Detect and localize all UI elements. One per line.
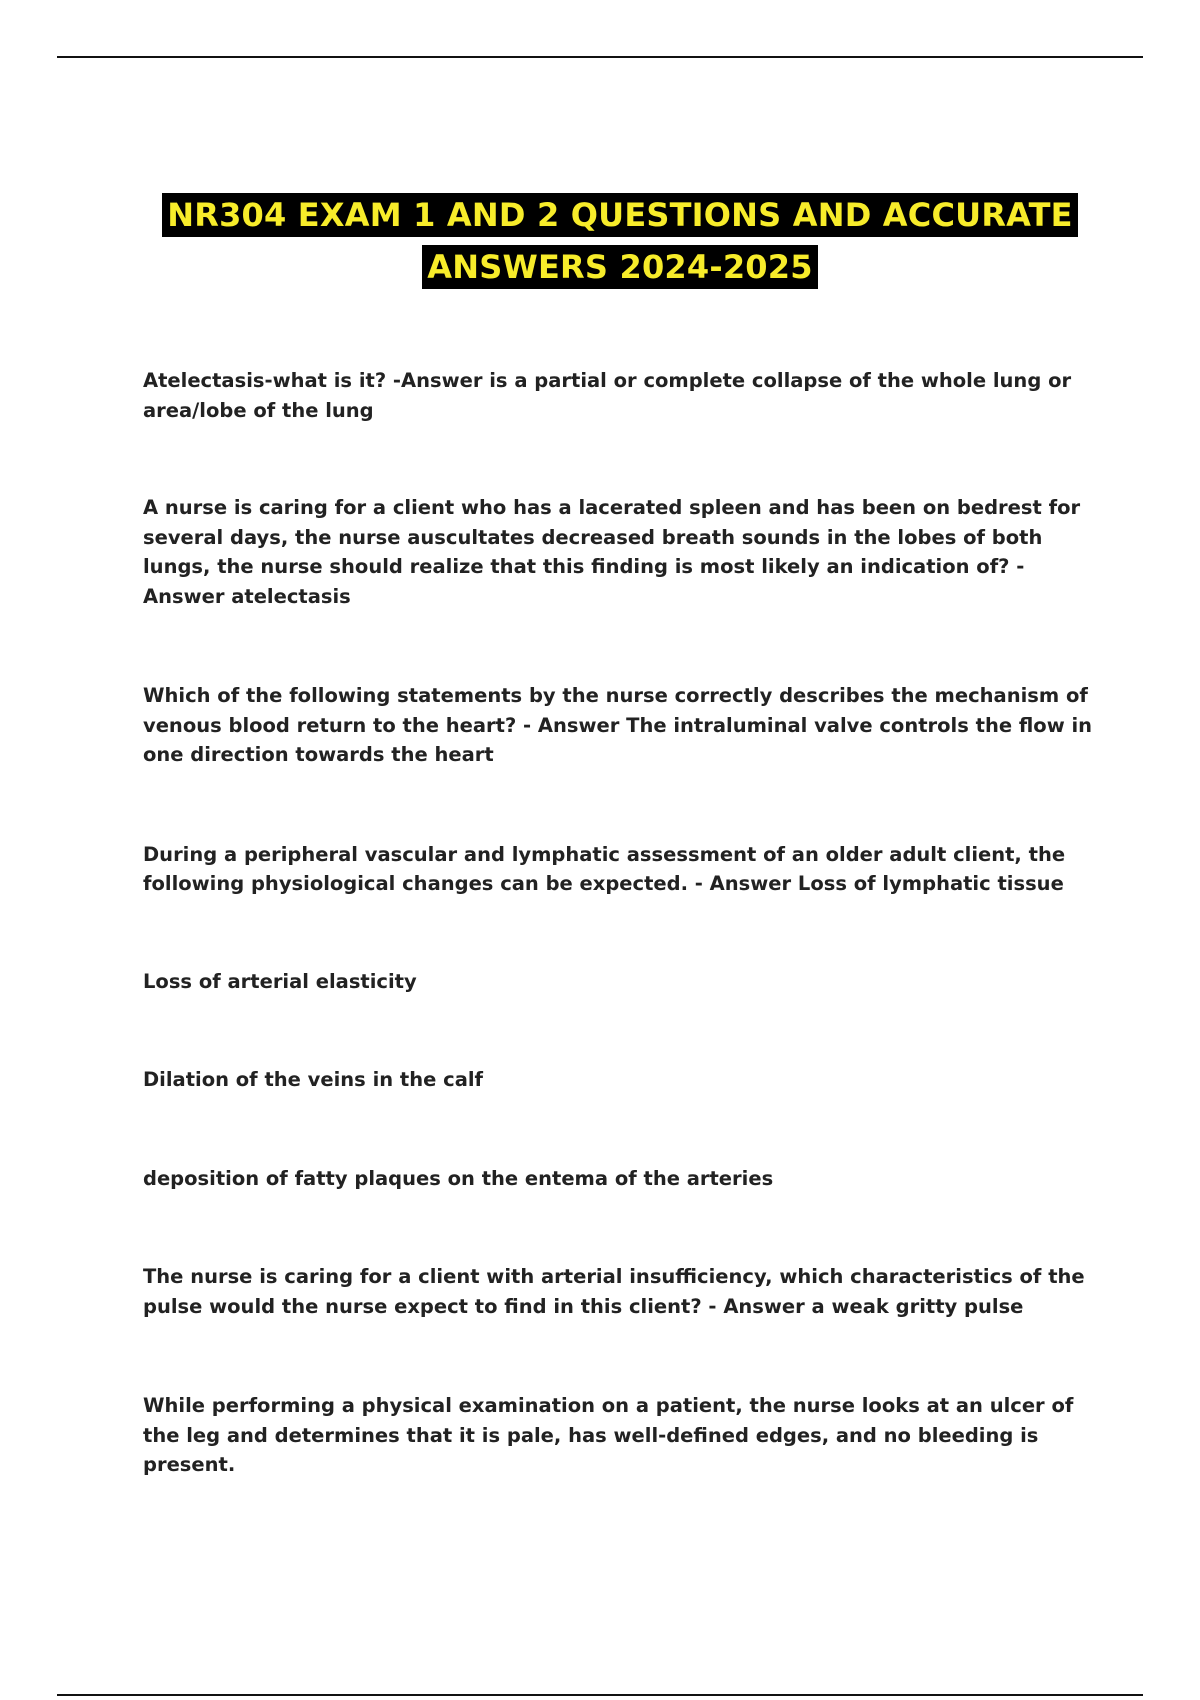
answer-option-arterial-elasticity: Loss of arterial elasticity — [143, 969, 417, 993]
qa-item-atelectasis-definition: Atelectasis-what is it? -Answer is a partial or complete collapse of the whole lung or area/lobe of the lung — [143, 369, 1072, 422]
answer-option-fatty-plaques: deposition of fatty plaques on the entema of the arteries — [143, 1166, 774, 1190]
qa-item-leg-ulcer: While performing a physical examination on a patient, the nurse looks at an ulcer of the leg and determines that it is pale, has well-defined edges, and no bleeding is present. — [143, 1394, 1074, 1476]
top-divider — [57, 56, 1143, 58]
qa-item-lacerated-spleen: A nurse is caring for a client who has a lacerated spleen and has been on bedrest for several days, the nurse auscultates decreased breath sounds in the lobes of both lungs, the nurse should realize that this finding is most likely an indication of? -Answer atelectasis — [143, 496, 1081, 608]
document-body — [143, 366, 1093, 1480]
bottom-divider — [57, 1694, 1143, 1696]
qa-item-arterial-insufficiency: The nurse is caring for a client with arterial insufficiency, which characteristics of the pulse would the nurse expect to find in this client? - Answer a weak gritty pulse — [143, 1265, 1085, 1318]
qa-item-older-adult-changes: During a peripheral vascular and lymphatic assessment of an older adult client, the following physiological changes can be expected. - Answer Loss of lymphatic tissue — [143, 842, 1066, 895]
document-title — [0, 193, 1200, 289]
answer-option-calf-veins: Dilation of the veins in the calf — [143, 1068, 484, 1091]
qa-item-venous-return: Which of the following statements by the nurse correctly describes the mechanism of venous blood return to the heart? - Answer The intraluminal valve controls the flow in one direction towards the heart — [143, 684, 1093, 766]
title-line-1: NR304 EXAM 1 AND 2 QUESTIONS AND ACCURATE — [162, 193, 1077, 237]
title-line-2: ANSWERS 2024-2025 — [422, 245, 817, 289]
